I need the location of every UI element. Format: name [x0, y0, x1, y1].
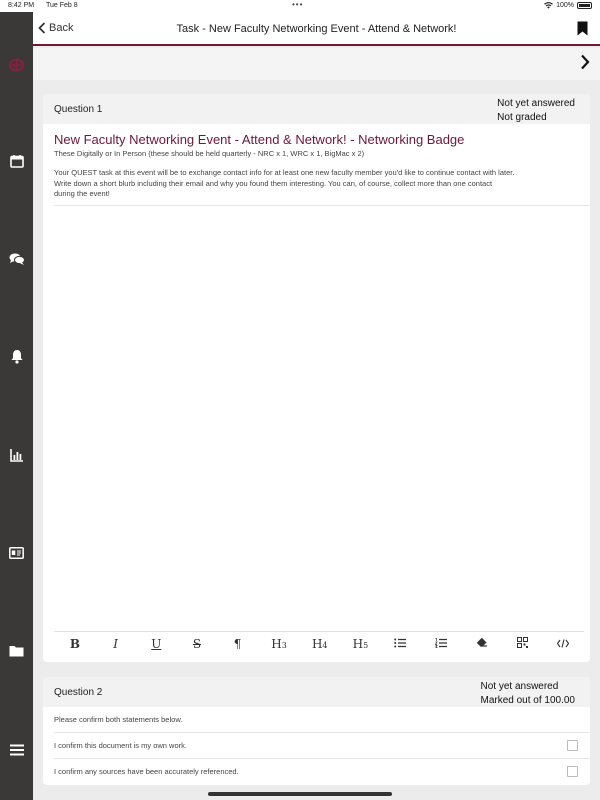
bookmark-icon[interactable] [577, 21, 588, 41]
question-2-answer-status: Not yet answered [480, 681, 559, 692]
sidebar [0, 12, 33, 800]
question-1-answer-status: Not yet answered [497, 98, 575, 109]
folder-icon[interactable] [8, 642, 25, 659]
question-2-card [43, 677, 590, 785]
battery-icon [577, 2, 592, 9]
battery-percent: 100% [556, 2, 574, 9]
clear-formatting-button[interactable] [475, 637, 489, 651]
underline-button[interactable]: U [151, 636, 162, 651]
question-1-description [54, 168, 584, 200]
logo-icon[interactable] [8, 56, 25, 73]
bold-button[interactable]: B [69, 636, 81, 651]
question-1-card [43, 94, 590, 662]
chat-icon[interactable] [8, 250, 25, 267]
heading-3-button[interactable]: H3 [271, 636, 287, 651]
question-2-header [43, 677, 590, 707]
status-bar [0, 0, 600, 12]
strikethrough-button[interactable]: S [192, 636, 202, 651]
description-line: Your QUEST task at this event will be to exchange contact info for at least one new faculty member you'd like to continue contact with later. [54, 168, 515, 177]
back-label: Back [49, 22, 74, 34]
question-1-subtitle: These Digitally or In Person (these should be held quarterly - NRC x 1, WRC x 1, BigMac x 2) [54, 149, 365, 158]
numbered-list-button[interactable] [434, 637, 448, 651]
status-right [544, 2, 592, 9]
heading-5-button[interactable]: H5 [352, 636, 369, 651]
page-title: Task - New Faculty Networking Event - Attend & Network! [176, 23, 457, 35]
editor-toolbar [54, 631, 584, 655]
wifi-icon [544, 2, 553, 9]
status-time: 8:42 PM [8, 2, 35, 9]
divider [54, 758, 590, 759]
chart-icon[interactable] [8, 446, 25, 463]
qr-code-button[interactable] [515, 637, 529, 651]
question-1-grade-status: Not graded [497, 112, 547, 123]
description-line: during the event! [54, 189, 110, 198]
statement-2-label: I confirm any sources have been accurately referenced. [54, 767, 239, 776]
question-2-status [480, 680, 575, 708]
question-1-title: New Faculty Networking Event - Attend & Network! - Networking Badge [54, 132, 465, 147]
eraser-icon [476, 637, 488, 648]
next-button[interactable] [580, 54, 590, 75]
multitask-dots[interactable]: ••• [292, 0, 304, 9]
heading-4-button[interactable]: H4 [311, 636, 328, 651]
question-2-marks: Marked out of 100.00 [480, 695, 575, 706]
statement-1-checkbox[interactable] [567, 740, 578, 751]
calendar-icon[interactable] [8, 152, 25, 169]
divider [54, 205, 590, 206]
home-indicator[interactable] [208, 792, 392, 796]
numbered-list-icon [435, 638, 447, 648]
divider [54, 732, 590, 733]
chevron-right-icon [580, 54, 590, 70]
bullet-list-icon [394, 638, 406, 648]
id-card-icon[interactable] [8, 544, 25, 561]
bullet-list-button[interactable] [393, 637, 407, 651]
code-button[interactable] [556, 637, 570, 651]
question-2-instruction: Please confirm both statements below. [54, 715, 183, 724]
question-1-header [43, 94, 590, 124]
menu-icon[interactable] [8, 741, 25, 758]
qr-code-icon [517, 637, 528, 648]
statement-1-label: I confirm this document is my own work. [54, 741, 187, 750]
top-nav [33, 12, 600, 46]
italic-button[interactable]: I [113, 636, 119, 651]
question-1-label: Question 1 [54, 104, 103, 115]
code-icon [557, 639, 569, 648]
question-1-status [497, 97, 575, 125]
answer-editor[interactable] [54, 207, 584, 629]
status-date: Tue Feb 8 [46, 2, 78, 9]
description-line: Write down a short blurb including their email and why you found them interesting. You can, of course, collect more than one contact [54, 178, 493, 188]
bell-icon[interactable] [8, 348, 25, 365]
statement-2-checkbox[interactable] [567, 766, 578, 777]
question-nav-bar [33, 48, 600, 80]
paragraph-button[interactable]: ¶ [233, 636, 242, 651]
question-2-label: Question 2 [54, 687, 103, 698]
